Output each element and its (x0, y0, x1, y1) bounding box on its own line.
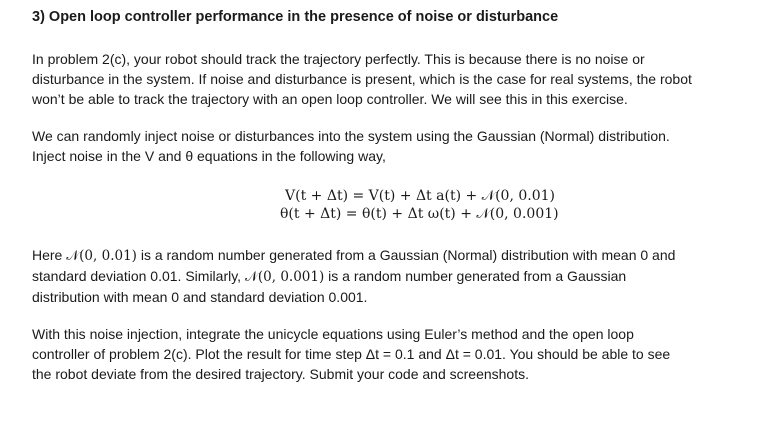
text-run: Here (32, 247, 67, 263)
text-run: is a random number generated from a Gaussian (324, 268, 627, 284)
paragraph-line: the robot deviate from the desired trajectory. Submit your code and screenshots. (32, 366, 529, 382)
paragraph-intro (32, 49, 722, 109)
paragraph-noise-injection (32, 126, 722, 166)
text-run: is a random number generated from a Gaussian (Normal) distribution with mean 0 and (136, 247, 676, 263)
theta-equation: θ(t + Δt) = θ(t) + Δt ω(t) + 𝒩(0, 0.001) (280, 206, 559, 222)
paragraph-line: controller of problem 2(c). Plot the result for time step Δt = 0.1 and Δt = 0.01. You should be able to see (32, 346, 671, 362)
paragraph-line: Inject noise in the V and θ equations in the following way, (32, 148, 386, 164)
paragraph-line: won’t be able to track the trajectory with an open loop controller. We will see this in this exercise. (32, 91, 628, 107)
paragraph-line: disturbance in the system. If noise and disturbance is present, which is the case for real systems, the robot (32, 71, 692, 87)
paragraph-line: distribution with mean 0 and standard deviation 0.001. (32, 289, 368, 305)
paragraph-normal-explanation (32, 245, 722, 307)
paragraph-line: In problem 2(c), your robot should track the trajectory perfectly. This is because there is no noise or (32, 51, 645, 67)
section-heading: 3) Open loop controller performance in the presence of noise or disturbance (32, 9, 559, 25)
velocity-equation: V(t + Δt) = V(t) + Δt a(t) + 𝒩(0, 0.01) (285, 188, 555, 204)
paragraph-line (32, 245, 722, 266)
text-run: standard deviation 0.01. Similarly, (32, 268, 245, 284)
paragraph-instructions (32, 324, 722, 384)
paragraph-line: We can randomly inject noise or disturbances into the system using the Gaussian (Normal) distribution. (32, 128, 670, 144)
math-normal-001: 𝒩(0, 0.01) (66, 248, 137, 264)
paragraph-line: With this noise injection, integrate the unicycle equations using Euler’s method and the open loop (32, 326, 634, 342)
paragraph-line (32, 266, 722, 287)
math-normal-0001: 𝒩(0, 0.001) (244, 269, 325, 285)
